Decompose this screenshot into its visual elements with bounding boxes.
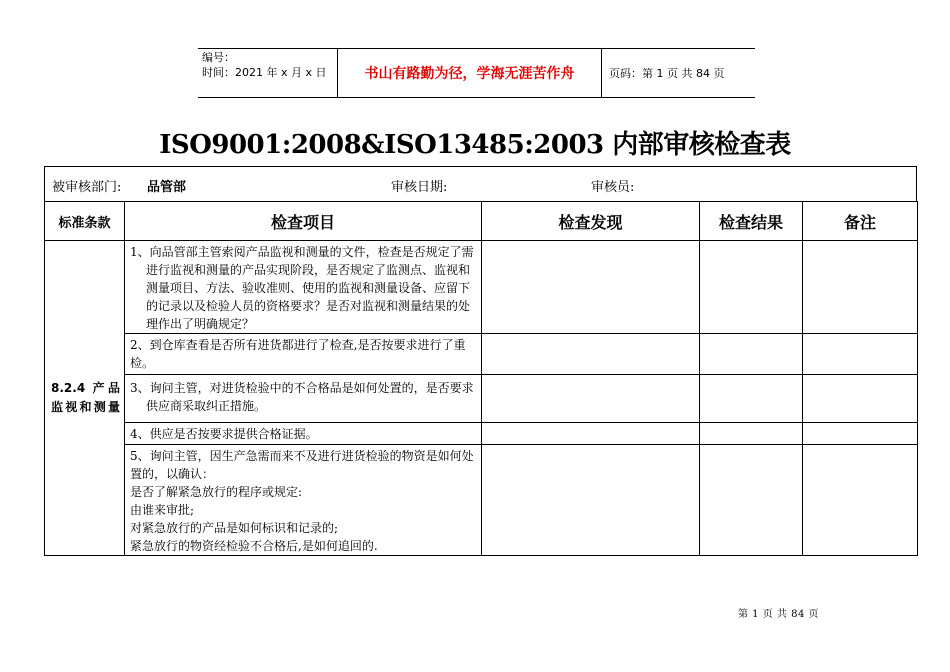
table-row xyxy=(45,423,918,445)
finding-cell[interactable] xyxy=(482,375,700,423)
check-item-text: 5、询问主管，因生产急需而来不及进行进货检验的物资是如何处置的，以确认： xyxy=(130,449,474,481)
check-item-text: 紧急放行的物资经检验不合格后,是如何追回的. xyxy=(130,539,378,553)
check-item-cell xyxy=(125,241,482,334)
check-item-text: 由谁来审批; xyxy=(130,503,195,517)
page-code: 页码：第 1 页 共 84 页 xyxy=(609,67,725,80)
dept-label: 被审核部门: xyxy=(52,180,122,195)
check-item-text: 是否了解紧急放行的程序或规定: xyxy=(130,485,303,499)
check-item-text: 对紧急放行的产品是如何标识和记录的; xyxy=(130,521,339,535)
result-cell[interactable] xyxy=(700,241,803,334)
finding-cell[interactable] xyxy=(482,445,700,556)
table-row xyxy=(45,445,918,556)
header-meta xyxy=(198,49,338,97)
col-header-finding: 检查发现 xyxy=(482,202,700,241)
finding-cell[interactable] xyxy=(482,334,700,375)
remark-cell[interactable] xyxy=(803,375,918,423)
col-header-remark: 备注 xyxy=(803,202,918,241)
auditor-label: 审核员: xyxy=(591,180,635,195)
document-title: ISO9001:2008&ISO13485:2003 内部审核检查表 xyxy=(159,130,791,160)
col-header-clause: 标准条款 xyxy=(45,202,125,241)
page-footer: 第 1 页 共 84 页 xyxy=(738,609,819,620)
date-label: 审核日期: xyxy=(391,180,448,195)
audit-info-row xyxy=(44,166,917,202)
finding-cell[interactable] xyxy=(482,241,700,334)
col-header-result: 检查结果 xyxy=(700,202,803,241)
table-row xyxy=(45,241,918,334)
remark-cell[interactable] xyxy=(803,334,918,375)
dept-value: 品管部 xyxy=(147,180,187,195)
check-item-text: 2、到仓库查看是否所有进货都进行了检查,是否按要求进行了重检。 xyxy=(130,338,466,370)
checklist-table xyxy=(44,201,918,556)
result-cell[interactable] xyxy=(700,445,803,556)
remark-cell[interactable] xyxy=(803,423,918,445)
check-item-text: 4、供应是否按要求提供合格证据。 xyxy=(130,427,318,441)
clause-cell: 8.2.4 产品监视和测量 xyxy=(45,241,125,556)
table-row xyxy=(45,375,918,423)
result-cell[interactable] xyxy=(700,334,803,375)
check-item-text: 3、询问主管，对进货检验中的不合格品是如何处置的，是否要求供应商采取纠正措施。 xyxy=(130,381,474,413)
col-header-item: 检查项目 xyxy=(125,202,482,241)
check-item-cell xyxy=(125,375,482,423)
finding-cell[interactable] xyxy=(482,423,700,445)
number-label: 编号： xyxy=(202,51,235,64)
check-item-text: 1、向品管部主管索阅产品监视和测量的文件，检查是否规定了需进行监视和测量的产品实现阶段，是否规定了监测点、监视和测量项目、方法、验收准则、使用的监视和测量设备、应留下的记录以及检验人员的资格要求？是否对监视和测量结果的处理作出了明确规定？ xyxy=(130,245,474,331)
result-cell[interactable] xyxy=(700,423,803,445)
table-header-row xyxy=(45,202,918,241)
time-label: 时间：2021 年 x 月 x 日 xyxy=(202,66,327,79)
remark-cell[interactable] xyxy=(803,445,918,556)
result-cell[interactable] xyxy=(700,375,803,423)
table-row xyxy=(45,334,918,375)
remark-cell[interactable] xyxy=(803,241,918,334)
check-item-cell xyxy=(125,445,482,556)
motto: 书山有路勤为径，学海无涯苦作舟 xyxy=(338,49,602,97)
check-item-cell xyxy=(125,423,482,445)
document-header xyxy=(198,48,755,98)
check-item-cell xyxy=(125,334,482,375)
